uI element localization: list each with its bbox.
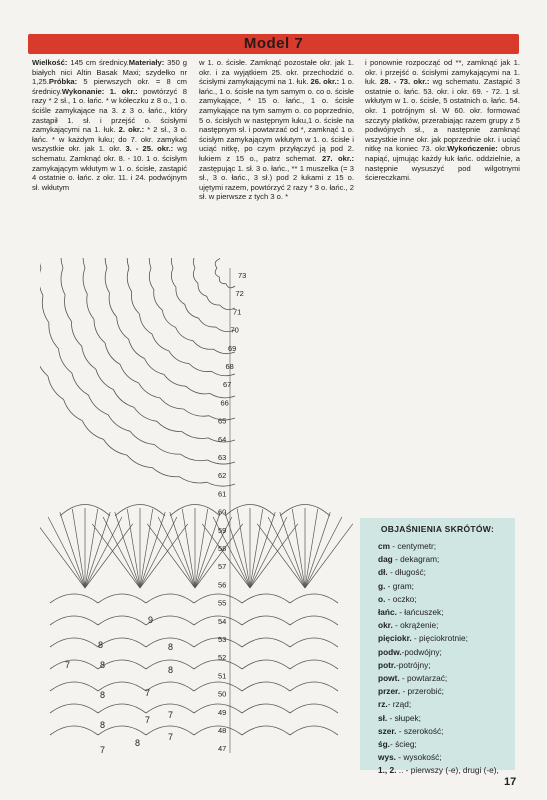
abbreviation-item xyxy=(378,751,515,764)
chart-repeat-label: 8 xyxy=(135,738,141,748)
chart-row-label: 67 xyxy=(223,380,232,390)
abbreviation-term: g. xyxy=(378,580,386,591)
chart-repeat-label: 7 xyxy=(100,745,106,755)
chart-stitch-line xyxy=(250,524,298,588)
chart-loop-row xyxy=(50,638,338,647)
abbreviation-meaning: - gram; xyxy=(385,580,414,591)
chart-repeat-label: 7 xyxy=(65,660,71,670)
chart-stitch-line xyxy=(85,524,133,588)
instruction-heading: 2. okr.: xyxy=(118,125,145,135)
abbreviation-meaning: -potrójny; xyxy=(395,659,431,670)
abbreviation-item xyxy=(378,646,515,659)
abbreviation-item xyxy=(378,553,515,566)
abbreviation-meaning: - wysokość; xyxy=(396,752,442,763)
abbreviations-box xyxy=(360,518,515,776)
chart-loop-row xyxy=(50,726,338,735)
text-column-1 xyxy=(32,58,187,192)
instruction-text: 1 o. łańc., 1 o. ścisłe na tym samym o. co o. ścisłe zamykające, * 15 o. łańc., 1 o. ścisłe zamykające na tym samym o. co poprzednio, 5 o. ścisłych w następnym łuku,1 o. ścisłe na następnym sł. i powtarzać od *, zamknąć 1 o. ścisłym zamykającym wkłutym w 1. o. ścisłe i uciąć nitkę, po czym przyłączyć ją pod 2. łukiem z 15 o., patrz schemat. xyxy=(199,77,354,163)
chart-repeat-label: 8 xyxy=(98,640,104,650)
abbreviation-meaning: - okrążenie; xyxy=(392,620,439,631)
page-number: 17 xyxy=(504,776,517,788)
chart-row-label: 54 xyxy=(218,616,227,626)
chart-row-label: 49 xyxy=(218,707,227,717)
abbreviation-meaning: - łańcuszek; xyxy=(396,607,444,618)
abbreviation-term: potr. xyxy=(378,659,396,670)
chart-stitch-line xyxy=(305,524,353,588)
instruction-text: powtórzyć 8 razy * 2 sł., 1 o. łańc. * w kółeczku z 8 o., 1 o. ściśle zamykające na 3. z 3 o. łańc., który zastąpił 1. sł. i przejść o. ścisłymi zamykającymi na 1. łuk. xyxy=(32,86,187,135)
text-column-2 xyxy=(199,58,354,202)
chart-stitch-line xyxy=(60,512,85,588)
chart-row-label: 50 xyxy=(218,689,227,699)
text-column-3 xyxy=(365,58,520,183)
abbreviation-term: cm xyxy=(378,541,390,551)
abbreviation-term: szer. xyxy=(378,725,397,736)
chart-repeat-label: 7 xyxy=(145,688,151,698)
abbreviation-term: łańc. xyxy=(378,607,397,618)
abbreviation-meaning: - powtarzać; xyxy=(399,673,448,684)
abbreviation-meaning: - rząd; xyxy=(387,699,412,710)
abbreviation-item xyxy=(378,659,515,672)
abbreviation-term: dł. xyxy=(378,567,388,578)
instruction-text: 350 g białych nici Altin Basak Maxi; szydełko nr 1,25. xyxy=(32,58,187,87)
chart-loop-row xyxy=(50,594,338,603)
chart-row-label: 73 xyxy=(238,271,247,280)
abbreviation-term: dag xyxy=(378,554,393,565)
abbreviation-item xyxy=(378,725,515,738)
chart-repeat-label: 8 xyxy=(100,660,106,670)
col1-paragraph xyxy=(32,58,187,192)
chart-row-label: 61 xyxy=(218,489,227,499)
abbreviation-term: sł. xyxy=(378,712,388,723)
chart-stitch-line xyxy=(92,524,140,588)
col2-paragraph xyxy=(199,58,354,202)
chart-row-label: 48 xyxy=(218,726,227,735)
abbreviation-item xyxy=(378,540,515,553)
abbreviation-meaning: -podwójny; xyxy=(401,646,442,657)
instruction-heading: 27. okr.: xyxy=(321,153,355,163)
instruction-heading: 28. - 73. okr.: xyxy=(380,77,430,87)
chart-row-label: 71 xyxy=(233,307,242,317)
instruction-text: * 2 sł., 3 o. łańc. * w każdym łuku; do 7. okr. zamykać wszystkie okr. jak 1. okr. xyxy=(32,125,187,154)
abbreviation-meaning: - długość; xyxy=(387,567,426,578)
chart-arch-row xyxy=(105,258,235,398)
chart-repeat-label: 7 xyxy=(168,710,174,720)
instruction-text: 145 cm średnicy. xyxy=(67,58,129,67)
chart-stitch-line xyxy=(305,512,330,588)
chart-row-label: 69 xyxy=(228,343,237,353)
abbreviation-item xyxy=(378,764,515,777)
instruction-heading: Materiały: xyxy=(128,58,165,67)
chart-repeat-label: 8 xyxy=(100,690,106,700)
chart-arch-row xyxy=(149,258,235,354)
crochet-chart xyxy=(40,258,360,763)
chart-row-label: 56 xyxy=(218,580,227,590)
chart-row-label: 63 xyxy=(218,453,227,462)
chart-row-label: 65 xyxy=(218,416,227,426)
chart-stitch-line xyxy=(225,512,250,588)
abbreviation-item xyxy=(378,685,515,698)
chart-arch-row xyxy=(40,258,235,464)
abbreviation-item xyxy=(378,593,515,606)
abbreviation-term: śg. xyxy=(378,739,390,750)
chart-stitch-line xyxy=(280,512,305,588)
chart-row-label: 58 xyxy=(218,544,227,553)
abbreviation-item xyxy=(378,606,515,619)
chart-row-label: 62 xyxy=(218,471,227,481)
abbreviation-meaning: - szerokość; xyxy=(396,725,444,736)
chart-row-label: 64 xyxy=(218,434,227,444)
abbreviation-item xyxy=(378,672,515,685)
chart-repeat-label: 9 xyxy=(148,615,154,625)
abbreviation-term: 1., 2. xyxy=(378,765,397,776)
abbreviations-list xyxy=(360,540,515,778)
abbreviation-item xyxy=(378,698,515,711)
chart-stitch-line xyxy=(115,512,140,588)
instruction-text: obrus napiąć, ujmując każdy łuk łańc. oddzielnie, a następnie wysuszyć pod wilgotnymi ściereczkami. xyxy=(365,144,520,183)
abbreviation-term: rz. xyxy=(378,699,388,710)
abbreviation-meaning: - słupek; xyxy=(387,712,421,723)
abbreviation-item xyxy=(378,580,515,593)
chart-row-label: 47 xyxy=(218,744,227,754)
instruction-heading: Wykonanie: 1. okr.: xyxy=(61,86,138,96)
abbreviation-meaning: - pięciokrotnie; xyxy=(411,633,468,644)
chart-row-label: 53 xyxy=(218,635,227,644)
chart-row-label: 68 xyxy=(225,362,234,371)
chart-arch-row xyxy=(215,258,235,288)
chart-stitch-line xyxy=(140,524,188,588)
abbreviation-meaning: - oczko; xyxy=(385,593,417,604)
abbreviations-title: OBJAŚNIENIA SKRÓTÓW: xyxy=(380,524,495,534)
abbreviation-item xyxy=(378,712,515,725)
chart-loop-row xyxy=(50,660,338,669)
instruction-text: w 1. o. ścisłe. Zamknąć pozostałe okr. jak 1. okr. i za wyjątkiem 25. okr. przechodzić o. ścisłymi zamykającymi na 1. łuk. xyxy=(199,58,354,87)
instruction-heading: Wykończenie: xyxy=(447,144,498,154)
chart-row-label: 60 xyxy=(218,507,227,517)
instruction-text: wg schematu. Zamknąć okr. 8. - 10. 1 o. ścisłym zamykającym wkłutym w 1. o. ścisłe, zastąpić 4 ostatnie o. łańc. z okr. 11. i 24. podwójnym sł. wkłutym xyxy=(32,144,187,192)
chart-row-label: 59 xyxy=(218,525,227,535)
instruction-heading: Wielkość: xyxy=(32,58,68,67)
title-banner xyxy=(28,34,519,54)
instruction-heading: 26. okr.: xyxy=(310,77,340,87)
chart-repeat-label: 8 xyxy=(100,720,106,730)
abbreviation-meaning: - centymetr; xyxy=(390,541,437,551)
chart-loop-row xyxy=(50,616,338,625)
chart-row-label: 70 xyxy=(230,325,239,335)
chart-row-label: 55 xyxy=(218,598,227,608)
abbreviation-item xyxy=(378,566,515,579)
chart-repeat-label: 7 xyxy=(145,715,151,725)
chart-arch-row xyxy=(40,258,235,486)
crochet-chart-svg xyxy=(40,258,360,763)
page-title: Model 7 xyxy=(243,35,304,52)
chart-arch-row xyxy=(193,258,235,310)
chart-loop-row xyxy=(50,682,338,691)
abbreviation-term: przer. xyxy=(378,686,401,697)
abbreviation-item xyxy=(378,632,515,645)
chart-row-label: 57 xyxy=(218,562,227,572)
abbreviation-meaning: - przerobić; xyxy=(400,686,444,697)
chart-repeat-label: 8 xyxy=(168,665,174,675)
col3-paragraph xyxy=(365,58,520,183)
abbreviation-term: powt. xyxy=(378,673,400,684)
abbreviation-meaning: .. - pierwszy (-e), drugi (-e), xyxy=(396,765,499,776)
instruction-text: zastępując 1. sł. 3 o. łańc., ** 1 muszelka (= 3 sł., 3 o. łańc., 3 sł.) pod 2 łukami z 15 o. ujętymi razem, powtórzyć 2 razy * 3 o. łańc., 2 sł. w pierwsze z tych 3 o. * xyxy=(199,163,354,202)
instruction-heading: Próbka: xyxy=(48,77,78,87)
abbreviation-term: podw. xyxy=(378,646,402,657)
abbreviation-term: wys. xyxy=(378,752,396,763)
chart-row-label: 52 xyxy=(218,653,227,663)
chart-stitch-line xyxy=(147,524,195,588)
abbreviation-term: okr. xyxy=(378,620,393,631)
abbreviation-item xyxy=(378,738,515,751)
abbreviation-meaning: - ścieg; xyxy=(390,739,417,750)
chart-stitch-line xyxy=(257,524,305,588)
abbreviation-item xyxy=(378,619,515,632)
abbreviation-term: o. xyxy=(378,593,386,604)
chart-arch-row xyxy=(61,258,235,442)
chart-stitch-line xyxy=(170,512,195,588)
instruction-heading: 3. - 25. okr.: xyxy=(125,144,174,154)
instruction-text: i ponownie rozpocząć od **, zamknąć jak 1. okr. i przejść o. ścisłymi zamykającymi na 1. łuk. xyxy=(365,58,520,87)
instruction-text: 5 pierwszych okr. = 8 cm średnicy. xyxy=(32,77,187,96)
abbreviation-meaning: - dekagram; xyxy=(392,554,440,565)
instruction-text: wg schematu. Zastąpić 3 ostatnie o. łańc. 53. okr. i okr. 69. - 72. 1 sł. wkłutym w 1. o. ścisłe, 5 ostatnich o. łańc. 54. okr. 1 potrójnym sł. W 60. okr. formować szczyty płatków, przerabiając razem grupy z 5 podwójnych sł., a następnie zamknąć wszystkie inne okr. jak poprzednie okr. i uciąć nitkę na koniec 73. okr. xyxy=(365,77,520,154)
abbreviation-term: pięciokr. xyxy=(378,633,412,644)
chart-repeat-label: 7 xyxy=(168,732,174,742)
chart-row-label: 72 xyxy=(235,289,244,299)
chart-loop-row xyxy=(50,704,338,713)
chart-repeat-label: 8 xyxy=(168,642,174,652)
chart-stitch-line xyxy=(40,524,85,588)
chart-row-label: 51 xyxy=(218,671,227,681)
chart-row-label: 66 xyxy=(220,398,229,408)
